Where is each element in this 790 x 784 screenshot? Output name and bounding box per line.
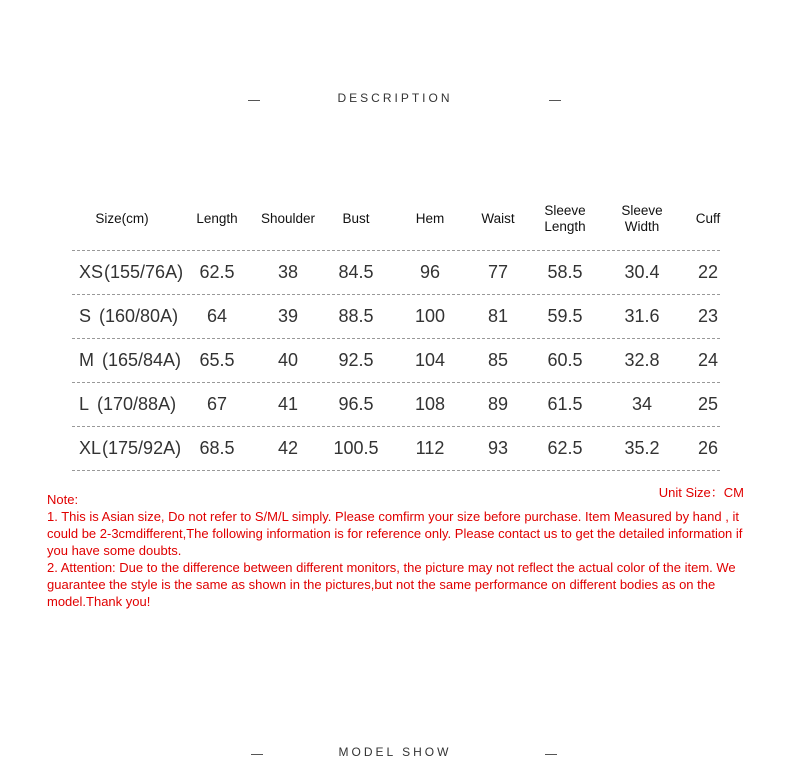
size-cell xyxy=(72,383,189,426)
cell-hem: 104 xyxy=(414,350,446,370)
note-item-1: 1. This is Asian size, Do not refer to S/M/L simply. Please comfirm your size before purchase. Item Measured by hand , it could be 2-3cmdifferent,The following information is for reference only. Please contact us to get the detailed information if you have some doubts. xyxy=(47,509,743,558)
cell-waist: 77 xyxy=(487,262,509,282)
cell-shoulder: 39 xyxy=(277,306,299,326)
cell-sleeve-width: 30.4 xyxy=(624,262,660,282)
model-show-heading xyxy=(0,745,790,765)
cell-sleeve-length: 62.5 xyxy=(547,438,583,458)
cell-sleeve-length: 58.5 xyxy=(547,262,583,282)
cell-hem: 100 xyxy=(414,306,446,326)
table-row xyxy=(72,251,720,295)
cell-hem: 108 xyxy=(414,394,446,414)
cell-shoulder: 42 xyxy=(277,438,299,458)
cell-bust: 96.5 xyxy=(338,394,374,414)
cell-cuff: 24 xyxy=(697,350,719,370)
size-cell xyxy=(72,427,189,470)
cell-waist: 89 xyxy=(487,394,509,414)
cell-shoulder: 41 xyxy=(277,394,299,414)
cell-shoulder: 38 xyxy=(277,262,299,282)
table-row xyxy=(72,383,720,427)
cell-cuff: 22 xyxy=(697,262,719,282)
cell-waist: 81 xyxy=(487,306,509,326)
header-length: Length xyxy=(196,211,238,226)
cell-sleeve-width: 32.8 xyxy=(624,350,660,370)
model-show-title: MODEL SHOW xyxy=(338,745,452,759)
heading-dash-right xyxy=(549,100,561,101)
header-sleeve-length: Sleeve Length xyxy=(544,203,586,234)
cell-shoulder: 40 xyxy=(277,350,299,370)
header-waist: Waist xyxy=(481,211,515,226)
header-shoulder: Shoulder xyxy=(260,211,316,226)
cell-hem: 96 xyxy=(419,262,441,282)
cell-hem: 112 xyxy=(415,438,445,458)
cell-bust: 84.5 xyxy=(338,262,374,282)
cell-bust: 92.5 xyxy=(338,350,374,370)
cell-length: 65.5 xyxy=(199,350,235,370)
table-row xyxy=(72,427,720,471)
cell-sleeve-width: 34 xyxy=(631,394,653,414)
table-header xyxy=(72,188,720,251)
description-heading xyxy=(0,91,790,111)
cell-sleeve-length: 61.5 xyxy=(547,394,583,414)
cell-waist: 85 xyxy=(487,350,509,370)
cell-length: 68.5 xyxy=(199,438,235,458)
table-body xyxy=(72,251,720,471)
note-item-2: 2. Attention: Due to the difference between different monitors, the picture may not reflect the actual color of the item. We guarantee the style is the same as shown in the pictures,but not the same performance on different bodies as on the model.Thank you! xyxy=(47,560,736,609)
note-block xyxy=(47,491,757,610)
note-label: Note: xyxy=(47,492,79,507)
cell-bust: 100.5 xyxy=(333,438,379,458)
header-bust: Bust xyxy=(342,211,370,226)
cell-length: 67 xyxy=(206,394,228,414)
cell-cuff: 23 xyxy=(697,306,719,326)
size-code: (155/76A) xyxy=(104,262,184,282)
cell-cuff: 26 xyxy=(697,438,719,458)
cell-sleeve-width: 31.6 xyxy=(624,306,660,326)
size-letter: XS xyxy=(79,262,104,282)
cell-sleeve-length: 60.5 xyxy=(547,350,583,370)
size-letter: S xyxy=(79,306,92,326)
description-title: DESCRIPTION xyxy=(337,91,453,105)
size-letter: M xyxy=(79,350,94,370)
size-cell xyxy=(72,339,189,382)
unit-label: Unit Size：CM xyxy=(658,485,744,500)
header-sleeve-width: Sleeve Width xyxy=(621,203,663,234)
heading-dash-right xyxy=(545,754,557,755)
cell-sleeve-width: 35.2 xyxy=(624,438,660,458)
size-table xyxy=(72,188,720,471)
cell-cuff: 25 xyxy=(697,394,719,414)
size-cell xyxy=(72,295,189,338)
size-cell xyxy=(72,251,189,294)
header-size: Size(cm) xyxy=(95,211,149,226)
cell-bust: 88.5 xyxy=(338,306,374,326)
size-code: (160/80A) xyxy=(99,306,179,326)
cell-length: 62.5 xyxy=(199,262,235,282)
size-code: (170/88A) xyxy=(97,394,177,414)
header-cuff: Cuff xyxy=(695,211,721,226)
size-code: (175/92A) xyxy=(102,438,182,458)
cell-sleeve-length: 59.5 xyxy=(547,306,583,326)
cell-length: 64 xyxy=(206,306,228,326)
header-hem: Hem xyxy=(415,211,445,226)
cell-waist: 93 xyxy=(487,438,509,458)
size-letter: XL xyxy=(79,438,102,458)
table-row xyxy=(72,295,720,339)
size-code: (165/84A) xyxy=(102,350,182,370)
size-letter: L xyxy=(79,394,90,414)
table-row xyxy=(72,339,720,383)
